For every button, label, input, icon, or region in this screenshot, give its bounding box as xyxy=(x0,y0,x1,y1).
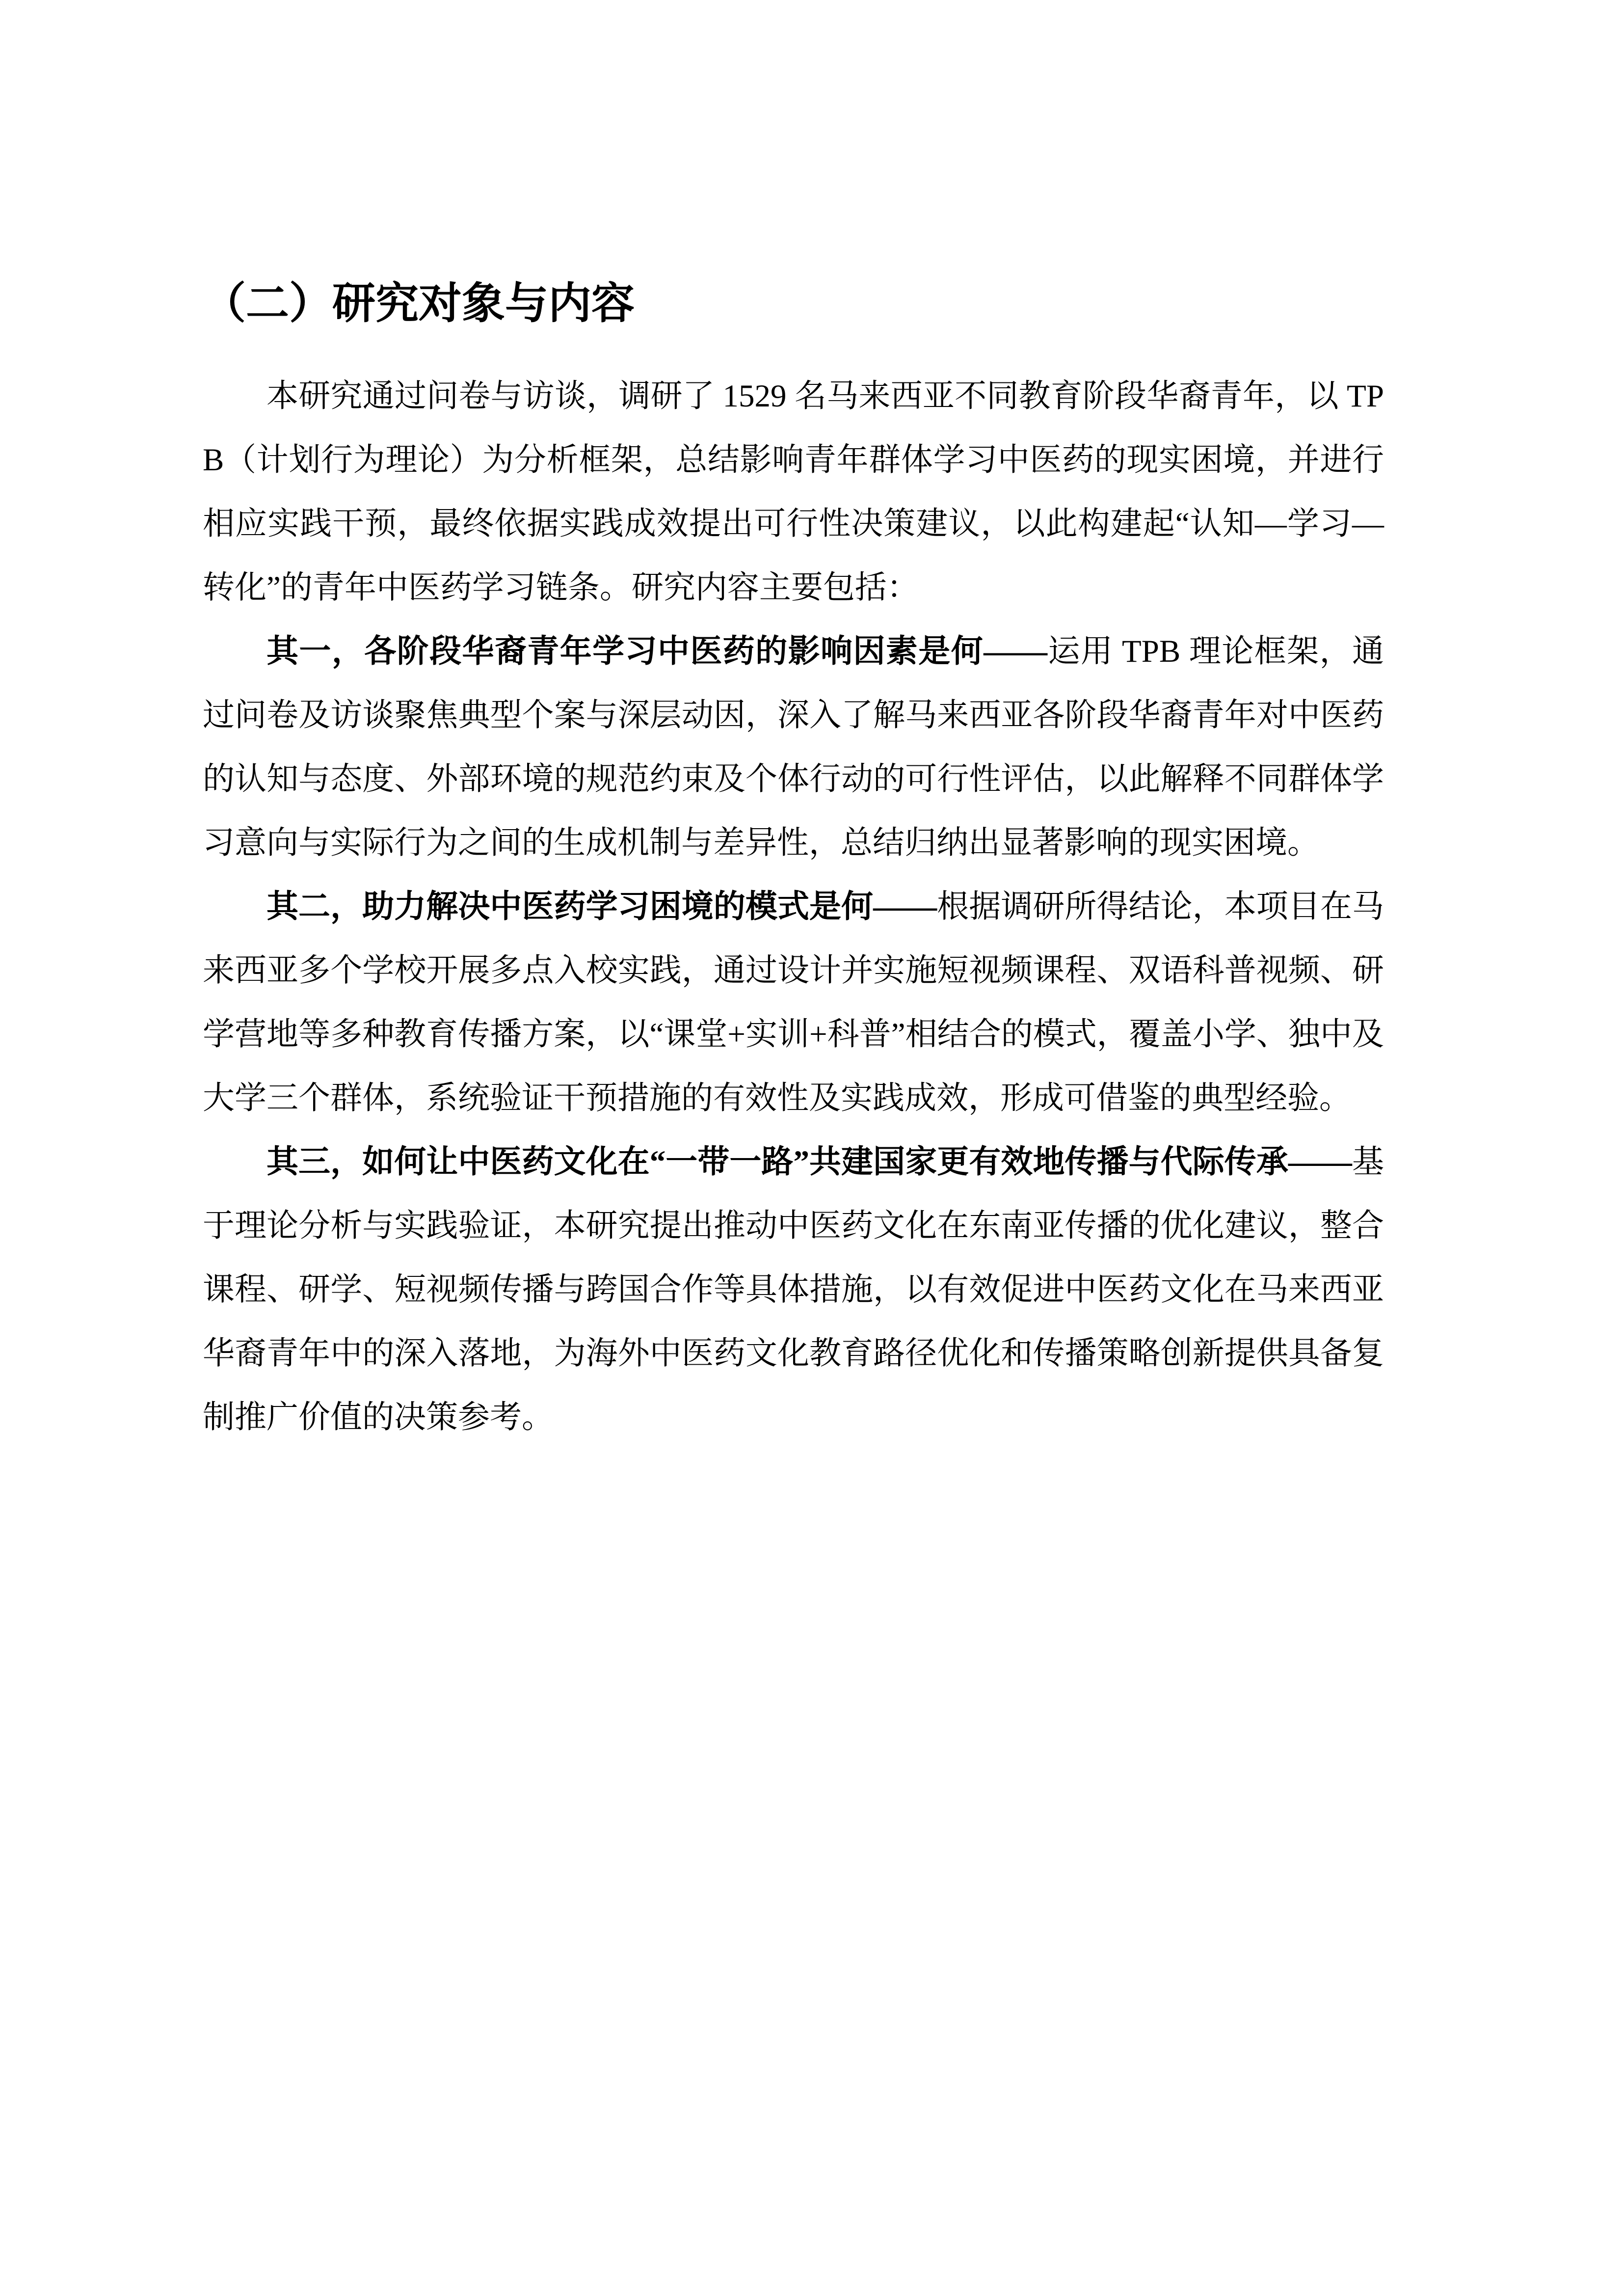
paragraph-point-1 xyxy=(203,620,1384,875)
section-heading: （二）研究对象与内容 xyxy=(203,279,635,327)
document-body xyxy=(203,364,1384,1449)
paragraph-point-1-lead: 其一，各阶段华裔青年学习中医药的影响因素是何—— xyxy=(266,634,1048,669)
paragraph-point-2 xyxy=(203,875,1384,1130)
paragraph-point-3 xyxy=(203,1130,1384,1449)
paragraph-point-1-text: 运用 TPB 理论框架，通过问卷及访谈聚焦典型个案与深层动因，深入了解马来西亚各阶段华裔青年对中医药的认知与态度、外部环境的规范约束及个体行动的可行性评估，以此解释不同群体学习意向与实际行为之间的生成机制与差异性，总结归纳出显著影响的现实困境。 xyxy=(203,634,1384,861)
paragraph-point-2-text: 根据调研所得结论，本项目在马来西亚多个学校开展多点入校实践，通过设计并实施短视频课程、双语科普视频、研学营地等多种教育传播方案，以“课堂+实训+科普”相结合的模式，覆盖小学、独中及大学三个群体，系统验证干预措施的有效性及实践成效，形成可借鉴的典型经验。 xyxy=(203,889,1384,1116)
paragraph-point-3-text: 基于理论分析与实践验证，本研究提出推动中医药文化在东南亚传播的优化建议，整合课程、研学、短视频传播与跨国合作等具体措施，以有效促进中医药文化在马来西亚华裔青年中的深入落地，为海外中医药文化教育路径优化和传播策略创新提供具备复制推广价值的决策参考。 xyxy=(203,1144,1384,1435)
paragraph-point-2-lead: 其二，助力解决中医药学习困境的模式是何—— xyxy=(266,889,937,924)
paragraph-intro-text: 本研究通过问卷与访谈，调研了 1529 名马来西亚不同教育阶段华裔青年，以 TPB（计划行为理论）为分析框架，总结影响青年群体学习中医药的现实困境，并进行相应实践干预，最终依据实践成效提出可行性决策建议，以此构建起“认知—学习—转化”的青年中医药学习链条。研究内容主要包括： xyxy=(203,378,1384,605)
paragraph-intro xyxy=(203,364,1384,620)
paragraph-point-3-lead: 其三，如何让中医药文化在“一带一路”共建国家更有效地传播与代际传承—— xyxy=(266,1144,1352,1180)
